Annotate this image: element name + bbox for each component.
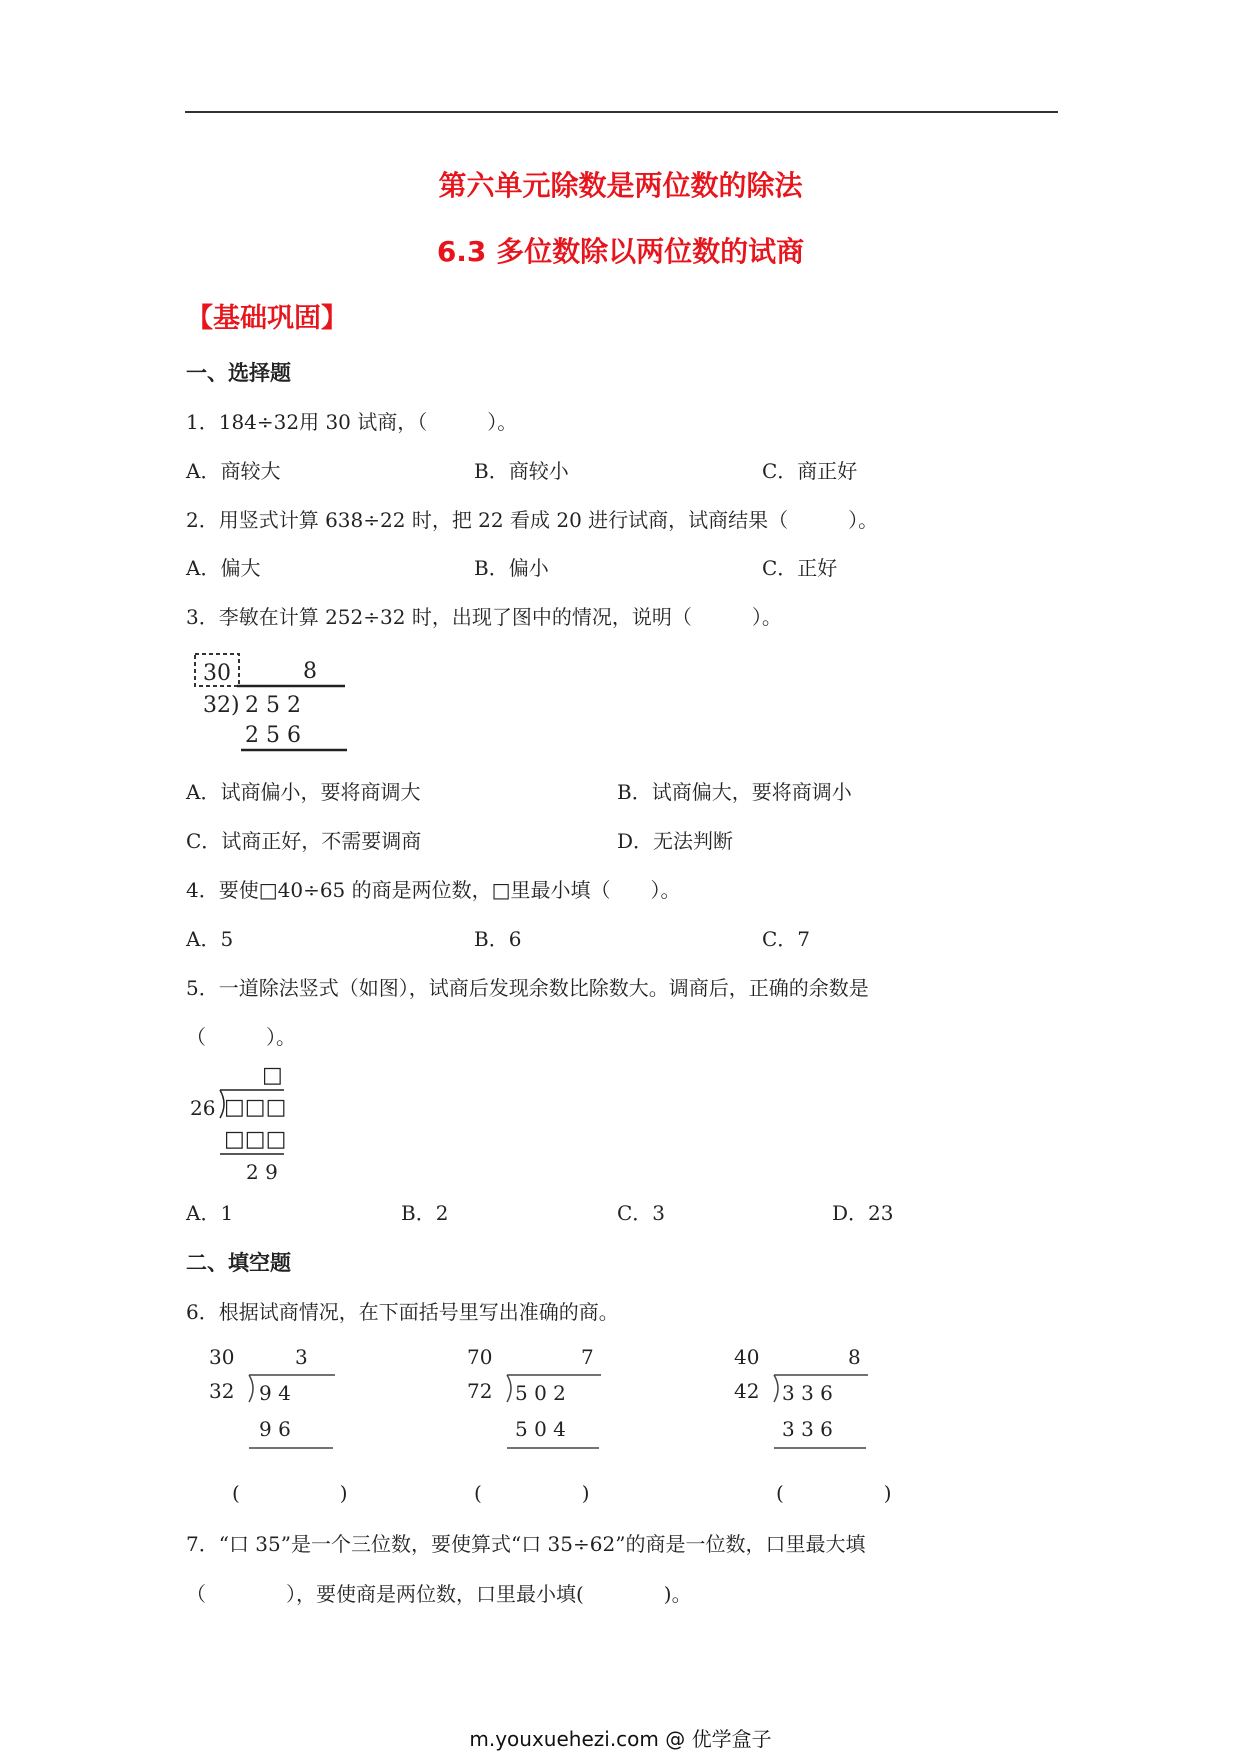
q3-option-b[interactable]: B．试商偏大，要将商调小 xyxy=(617,780,852,804)
q4-option-b[interactable]: B．6 xyxy=(474,927,522,951)
q3-option-a[interactable]: A．试商偏小，要将商调大 xyxy=(186,780,421,804)
q6-1-product: 9 6 xyxy=(259,1417,291,1441)
q6-3-quotient: 8 xyxy=(848,1345,861,1369)
q6-3-answer[interactable]: ( ) xyxy=(776,1481,892,1505)
q6-2-trial: 70 xyxy=(467,1345,493,1369)
q6-2-divisor: 72 xyxy=(467,1379,493,1403)
header-rule xyxy=(185,111,1058,113)
q1-text: 1．184÷32用 30 试商，（ ）。 xyxy=(186,410,518,434)
q6-3-trial: 40 xyxy=(734,1345,760,1369)
q3-divisor: 32) xyxy=(203,693,240,718)
q3-dividend: 2 5 2 xyxy=(245,693,301,718)
q2-option-c[interactable]: C．正好 xyxy=(762,556,838,580)
q2-text: 2．用竖式计算 638÷22 时，把 22 看成 20 进行试商，试商结果（ ）。 xyxy=(186,508,879,532)
q4-option-c[interactable]: C．7 xyxy=(762,927,811,951)
q3-option-d[interactable]: D．无法判断 xyxy=(617,829,734,853)
part1-heading: 一、选择题 xyxy=(186,361,291,385)
q5-option-d[interactable]: D．23 xyxy=(832,1201,894,1225)
q3-product: 2 5 6 xyxy=(245,723,301,748)
q6-2-dividend: 5 0 2 xyxy=(515,1381,566,1405)
q7-line2: （ ），要使商是两位数，口里最小填( )。 xyxy=(186,1582,692,1606)
q6-1-answer[interactable]: ( ) xyxy=(232,1481,348,1505)
q6-1-quotient: 3 xyxy=(295,1345,308,1369)
q6-3-divisor: 42 xyxy=(734,1379,760,1403)
q3-text: 3．李敏在计算 252÷32 时，出现了图中的情况，说明（ ）。 xyxy=(186,605,782,629)
q5-option-a[interactable]: A．1 xyxy=(186,1201,234,1225)
part2-heading: 二、填空题 xyxy=(186,1251,291,1275)
q3-division-figure xyxy=(185,648,355,758)
q6-figure-2 xyxy=(463,1340,613,1460)
q6-1-dividend: 9 4 xyxy=(259,1381,291,1405)
q4-option-a[interactable]: A．5 xyxy=(186,927,234,951)
q5-option-b[interactable]: B．2 xyxy=(401,1201,449,1225)
q5-remainder: 2 9 xyxy=(246,1160,278,1184)
q5-divisor: 26 xyxy=(190,1096,216,1120)
q6-1-divisor: 32 xyxy=(209,1379,235,1403)
q5-option-c[interactable]: C．3 xyxy=(617,1201,666,1225)
q6-text: 6．根据试商情况，在下面括号里写出准确的商。 xyxy=(186,1300,619,1324)
q2-option-a[interactable]: A．偏大 xyxy=(186,556,261,580)
q6-2-product: 5 0 4 xyxy=(515,1417,566,1441)
q5-dividend: □□□ xyxy=(224,1095,287,1120)
q1-option-a[interactable]: A．商较大 xyxy=(186,459,281,483)
q6-2-quotient: 7 xyxy=(581,1345,594,1369)
q1-option-b[interactable]: B．商较小 xyxy=(474,459,569,483)
page-subtitle: 6.3 多位数除以两位数的试商 xyxy=(436,235,805,268)
q5-text-line2: （ ）。 xyxy=(186,1025,296,1049)
q6-figure-1 xyxy=(205,1340,355,1460)
q6-1-trial: 30 xyxy=(209,1345,235,1369)
section-label: 【基础巩固】 xyxy=(186,303,348,334)
q7-line1: 7．“口 35”是一个三位数，要使算式“口 35÷62”的商是一位数，口里最大填 xyxy=(186,1532,866,1556)
q5-division-figure xyxy=(186,1058,306,1188)
q5-text-line1: 5．一道除法竖式（如图），试商后发现余数比除数大。调商后，正确的余数是 xyxy=(186,976,869,1000)
q3-option-c[interactable]: C．试商正好，不需要调商 xyxy=(186,829,422,853)
q6-figure-3 xyxy=(730,1340,880,1460)
q5-product: □□□ xyxy=(224,1127,287,1152)
q3-quotient: 8 xyxy=(303,659,317,684)
q6-3-product: 3 3 6 xyxy=(782,1417,833,1441)
q6-2-answer[interactable]: ( ) xyxy=(474,1481,590,1505)
q2-option-b[interactable]: B．偏小 xyxy=(474,556,549,580)
page-title: 第六单元除数是两位数的除法 xyxy=(438,169,803,202)
q5-quotient: □ xyxy=(262,1063,283,1088)
q1-option-c[interactable]: C．商正好 xyxy=(762,459,858,483)
q6-3-dividend: 3 3 6 xyxy=(782,1381,833,1405)
q4-text: 4．要使□40÷65 的商是两位数，□里最小填（ ）。 xyxy=(186,878,681,902)
q3-trial: 30 xyxy=(203,661,231,686)
footer-watermark: m.youxuehezi.com @ 优学盒子 xyxy=(469,1727,772,1751)
